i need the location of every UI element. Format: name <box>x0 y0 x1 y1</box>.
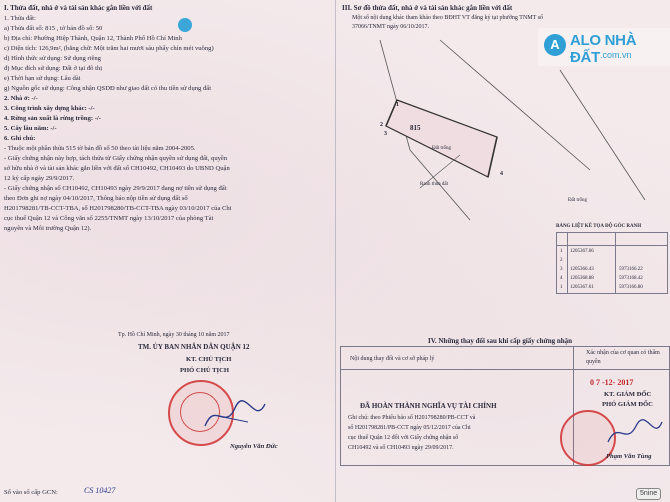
left-line: 2. Nhà ở: -/- <box>4 95 38 102</box>
left-line: nguyên và Môi trường Quận 12). <box>4 225 92 232</box>
left-line: d) Hình thức sử dụng: Sử dụng riêng <box>4 55 101 62</box>
left-line: cục thuế Quận 12 và Công văn số 2255/TNMT ngày 13/10/2017 của phòng Tài <box>4 215 214 222</box>
left-line: b) Địa chỉ: Phường Hiệp Thành, Quận 12, Thành Phố Hồ Chí Minh <box>4 35 182 42</box>
left-line: 5. Cây lâu năm: -/- <box>4 125 57 132</box>
left-line: 1. Thửa đất: <box>4 15 36 22</box>
label-dat-trong-2: Đất trống <box>568 198 588 203</box>
coord-table-title: BẢNG LIỆT KÊ TỌA ĐỘ GÓC RANH <box>556 224 642 229</box>
coord-row-x: 1205368.88 <box>570 276 594 281</box>
left-line: - Thuộc một phần thửa 515 tờ bản đồ số 50 theo tài liệu năm 2004-2005. <box>4 145 196 152</box>
left-line: e) Thời hạn sử dụng: Lâu dài <box>4 75 81 82</box>
coord-row-y: 5973166.80 <box>619 285 643 290</box>
coord-row-index: 4 <box>560 276 563 281</box>
plot-sketch <box>340 30 670 230</box>
coord-row-x: 1205367.66 <box>570 249 594 254</box>
map-note-2: 37066/TNMT ngày 06/10/2017. <box>352 24 430 30</box>
vertex-1: 1 <box>396 102 399 108</box>
coord-row-index: 1 <box>560 249 563 254</box>
changes-role: PHÓ GIÁM ĐỐC <box>602 401 653 408</box>
changes-signer: Phạm Văn Tùng <box>606 453 652 460</box>
changes-line: CH10492 và số CH10493 ngày 29/09/2017. <box>348 445 454 451</box>
section-iv-heading: IV. Những thay đổi sau khi cấp giấy chứng nhận <box>428 337 573 345</box>
coord-row-y: 5973168.42 <box>619 276 643 281</box>
left-line: đ) Mục đích sử dụng: Đất ở tại đô thị <box>4 65 103 72</box>
label-ranh: Ranh thửa đất <box>420 182 448 187</box>
blue-marker-dot <box>178 18 192 32</box>
boundary-line-d <box>560 70 645 200</box>
register-value: CS 10427 <box>84 486 116 495</box>
watermark-tag: 5nine <box>636 488 661 500</box>
changes-kt: KT. GIÁM ĐỐC <box>604 391 652 398</box>
coord-row-index: 2 <box>560 258 563 263</box>
changes-date: 0 7 -12- 2017 <box>590 378 634 387</box>
left-line: - Giấy chứng nhận số CH10492, CH10493 ngày 29/9/2017 đang nợ tiền sử dụng đất <box>4 185 227 192</box>
signature-left <box>200 396 270 436</box>
section-i-heading: I. Thửa đất, nhà ở và tài sản khác gắn liền với đất <box>4 4 153 12</box>
register-label: Số vào sổ cấp GCN: <box>4 489 58 496</box>
changes-line: Ghi chú: theo Phiếu báo số H201798280/PB-CCT và <box>348 415 476 421</box>
label-dat-trong: Đất trống <box>432 146 452 151</box>
authority: TM. ỦY BAN NHÂN DÂN QUẬN 12 <box>138 343 250 351</box>
vertex-2: 2 <box>380 122 383 128</box>
place-date: Tp. Hồ Chí Minh, ngày 30 tháng 10 năm 2017 <box>118 332 230 338</box>
kt-title: KT. CHỦ TỊCH <box>186 356 232 363</box>
map-note-1: Một số nội dung khác tham khảo theo BĐHT VT đăng ký tại phường TNMT số <box>352 15 544 21</box>
changes-line: số H201798281/PB-CCT ngày 05/12/2017 của Chi <box>348 425 471 431</box>
changes-line: cục thuế Quận 12 đối với Giấy chứng nhận số <box>348 435 459 441</box>
signature-right <box>604 416 666 450</box>
coord-row-index: 3 <box>560 267 563 272</box>
changes-col1-header: Nội dung thay đổi và cơ sở pháp lý <box>350 356 435 362</box>
coord-row-x: 1205367.61 <box>570 285 594 290</box>
left-line: a) Thửa đất số: 815 , tờ bản đồ số: 50 <box>4 25 103 32</box>
logo-brand: ALO NHÀ ĐẤT <box>570 32 637 66</box>
coord-row-x: 1205366.43 <box>570 267 594 272</box>
coord-row-index: 1 <box>560 285 563 290</box>
left-line: 3. Công trình xây dựng khác: -/- <box>4 105 95 112</box>
coord-row-y: 5973166.22 <box>619 267 643 272</box>
changes-col2-header: Xác nhận của cơ quan có thẩm quyền <box>586 350 660 365</box>
role-title: PHÓ CHỦ TỊCH <box>180 367 229 374</box>
left-line: - Giấy chứng nhận này hợp, tách thửa từ Giấy chứng nhận quyền sử dụng đất, quyền <box>4 155 228 162</box>
vertex-4: 4 <box>500 171 503 177</box>
left-line: g) Nguồn gốc sử dụng: Công nhận QSDĐ như giao đất có thu tiền sử dụng đất <box>4 85 212 92</box>
changes-title: ĐÃ HOÀN THÀNH NGHĨA VỤ TÀI CHÍNH <box>360 402 497 410</box>
plot-number: 815 <box>410 124 421 132</box>
logo-domain: .com.vn <box>600 50 632 60</box>
left-line: 6. Ghi chú: <box>4 135 36 142</box>
vertex-3: 3 <box>384 131 387 137</box>
page-divider <box>335 0 336 502</box>
coord-table <box>556 232 668 294</box>
logo-mark-icon: A <box>544 34 566 56</box>
left-line: H201798281/TB-CCT-TBA, số H201798280/TB-CCT-TBA ngày 03/10/2017 của Chi <box>4 205 232 212</box>
left-line: theo Đơn ghi nợ ngày 04/10/2017, Thông báo nộp tiền sử dụng đất số <box>4 195 188 202</box>
plot-815-polygon <box>386 100 497 177</box>
section-iii-heading: III. Sơ đồ thửa đất, nhà ở và tài sản khác gắn liền với đất <box>342 4 513 12</box>
left-line: c) Diện tích: 126,9m², (bằng chữ: Một trăm hai mươi sáu phẩy chín mét vuông) <box>4 45 214 52</box>
left-line: sở hữu nhà ở và tài sản khác gắn liền với đất số CH10492, CH10493 do UBND Quận <box>4 165 230 172</box>
signer-name: Nguyễn Văn Đức <box>230 443 278 450</box>
left-line: 4. Rừng sản xuất là rừng trồng: -/- <box>4 115 101 122</box>
left-line: 12 ký cấp ngày 29/9/2017. <box>4 175 75 182</box>
